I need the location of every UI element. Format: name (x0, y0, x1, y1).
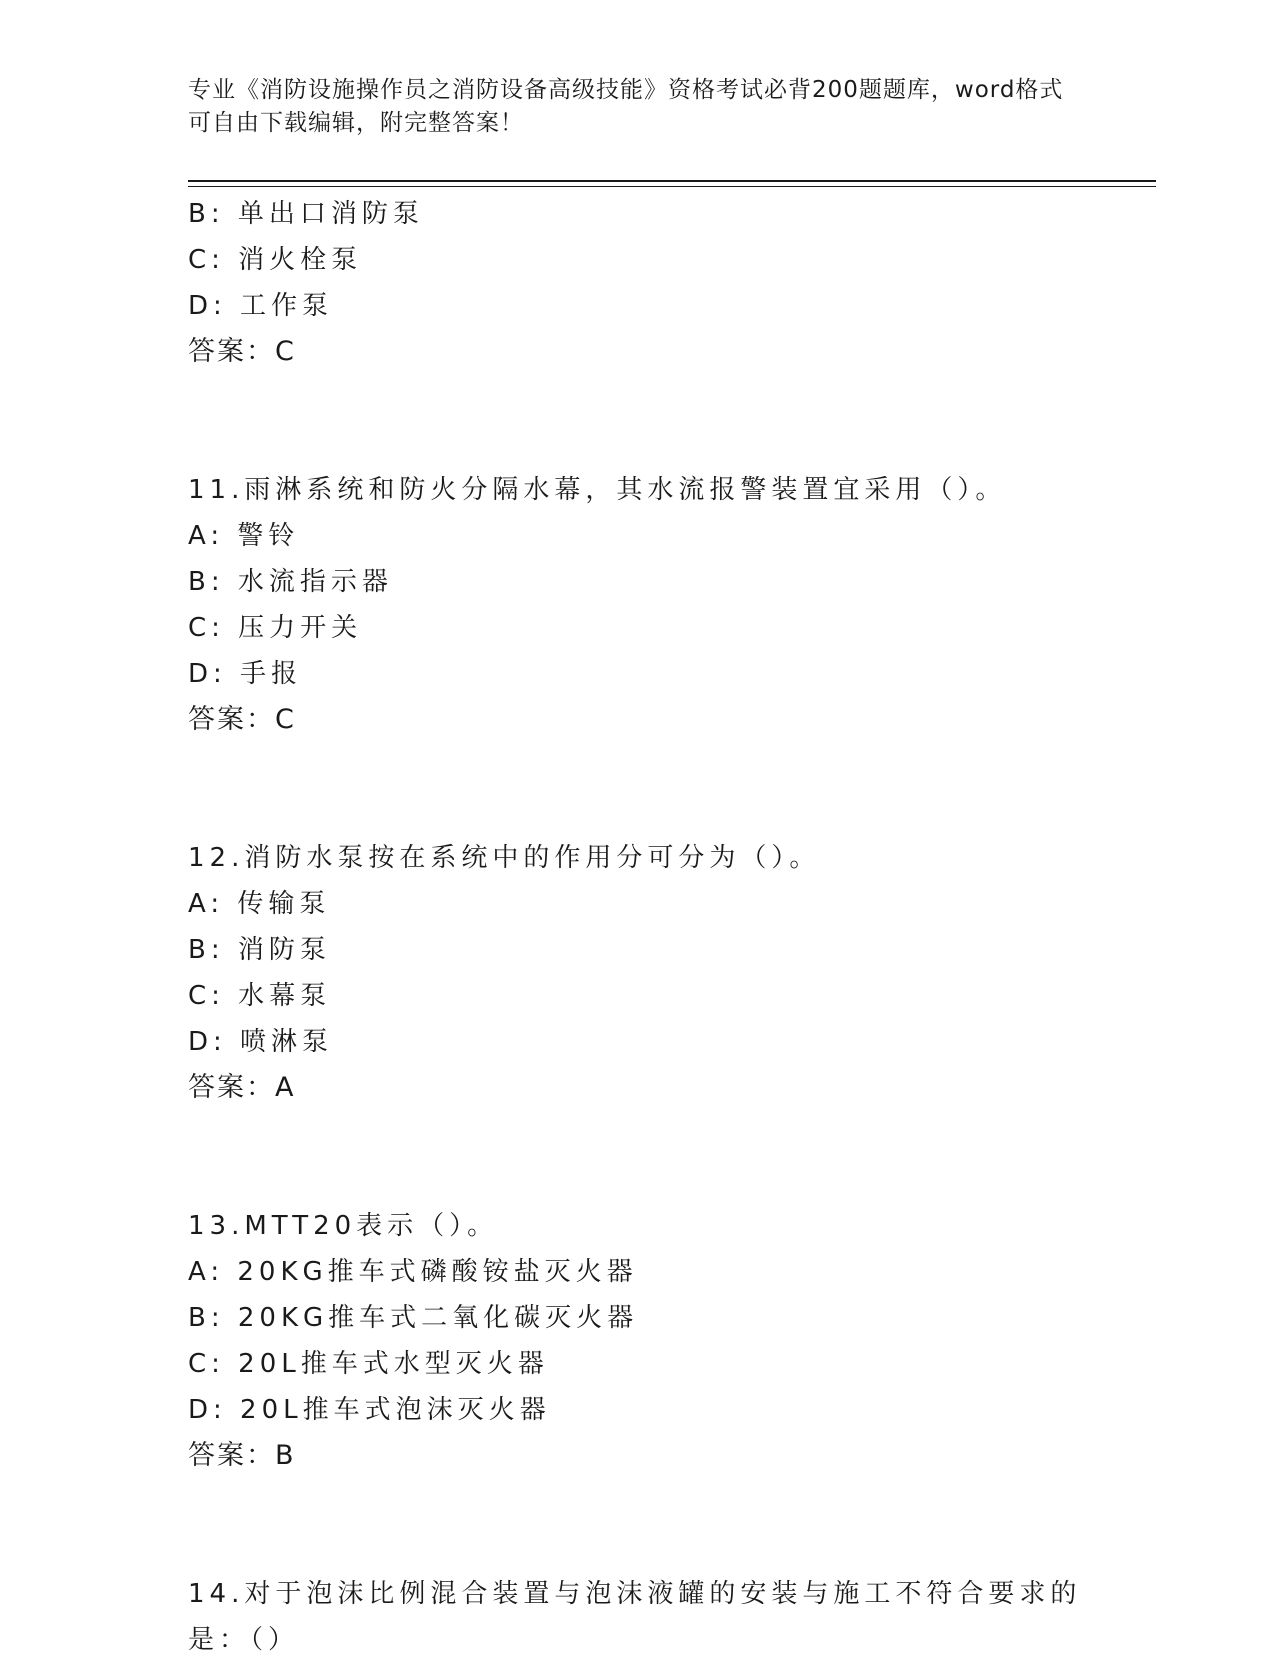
option-a: A: 20KG推车式磷酸铵盐灭火器 (188, 1257, 638, 1287)
document-intro: 专业《消防设施操作员之消防设备高级技能》资格考试必背200题题库，word格式可自由下载编辑，附完整答案！ (188, 77, 1064, 136)
option-b: B: 20KG推车式二氧化碳灭火器 (188, 1303, 639, 1333)
option-d: D: 喷淋泵 (188, 1027, 334, 1057)
spacer (188, 743, 1156, 835)
question-11 (188, 467, 1156, 743)
question-14 (188, 1571, 1156, 1663)
header-divider-thin (188, 186, 1156, 187)
option-b: B: 水流指示器 (188, 567, 393, 597)
option-b: B: 单出口消防泵 (188, 199, 424, 229)
option-d: D: 工作泵 (188, 291, 334, 321)
question-stem: 13.MTT20表示（）。 (188, 1211, 499, 1241)
option-d: D: 手报 (188, 659, 303, 689)
question-list (188, 191, 1156, 1663)
option-c: C: 20L推车式水型灭火器 (188, 1349, 549, 1379)
option-a: A: 警铃 (188, 521, 300, 551)
spacer (188, 375, 1156, 467)
option-d: D: 20L推车式泡沫灭火器 (188, 1395, 551, 1425)
option-a: A: 传输泵 (188, 889, 331, 919)
answer-text: 答案：C (188, 336, 296, 367)
option-c: C: 消火栓泵 (188, 245, 363, 275)
question-10-continued (188, 191, 1156, 375)
answer-text: 答案：C (188, 704, 296, 735)
answer-text: 答案：B (188, 1440, 296, 1471)
question-13 (188, 1203, 1156, 1479)
question-stem: 14.对于泡沫比例混合装置与泡沫液罐的安装与施工不符合要求的是：（） (188, 1579, 1082, 1655)
header-divider-thick (188, 180, 1156, 182)
question-12 (188, 835, 1156, 1111)
answer-text: 答案：A (188, 1072, 296, 1103)
spacer (188, 1479, 1156, 1571)
spacer (188, 1111, 1156, 1203)
option-c: C: 水幕泵 (188, 981, 332, 1011)
option-c: C: 压力开关 (188, 613, 363, 643)
question-stem: 12.消防水泵按在系统中的作用分可分为（）。 (188, 843, 821, 873)
question-stem: 11.雨淋系统和防火分隔水幕，其水流报警装置宜采用（）。 (188, 475, 1007, 505)
option-b: B: 消防泵 (188, 935, 331, 965)
